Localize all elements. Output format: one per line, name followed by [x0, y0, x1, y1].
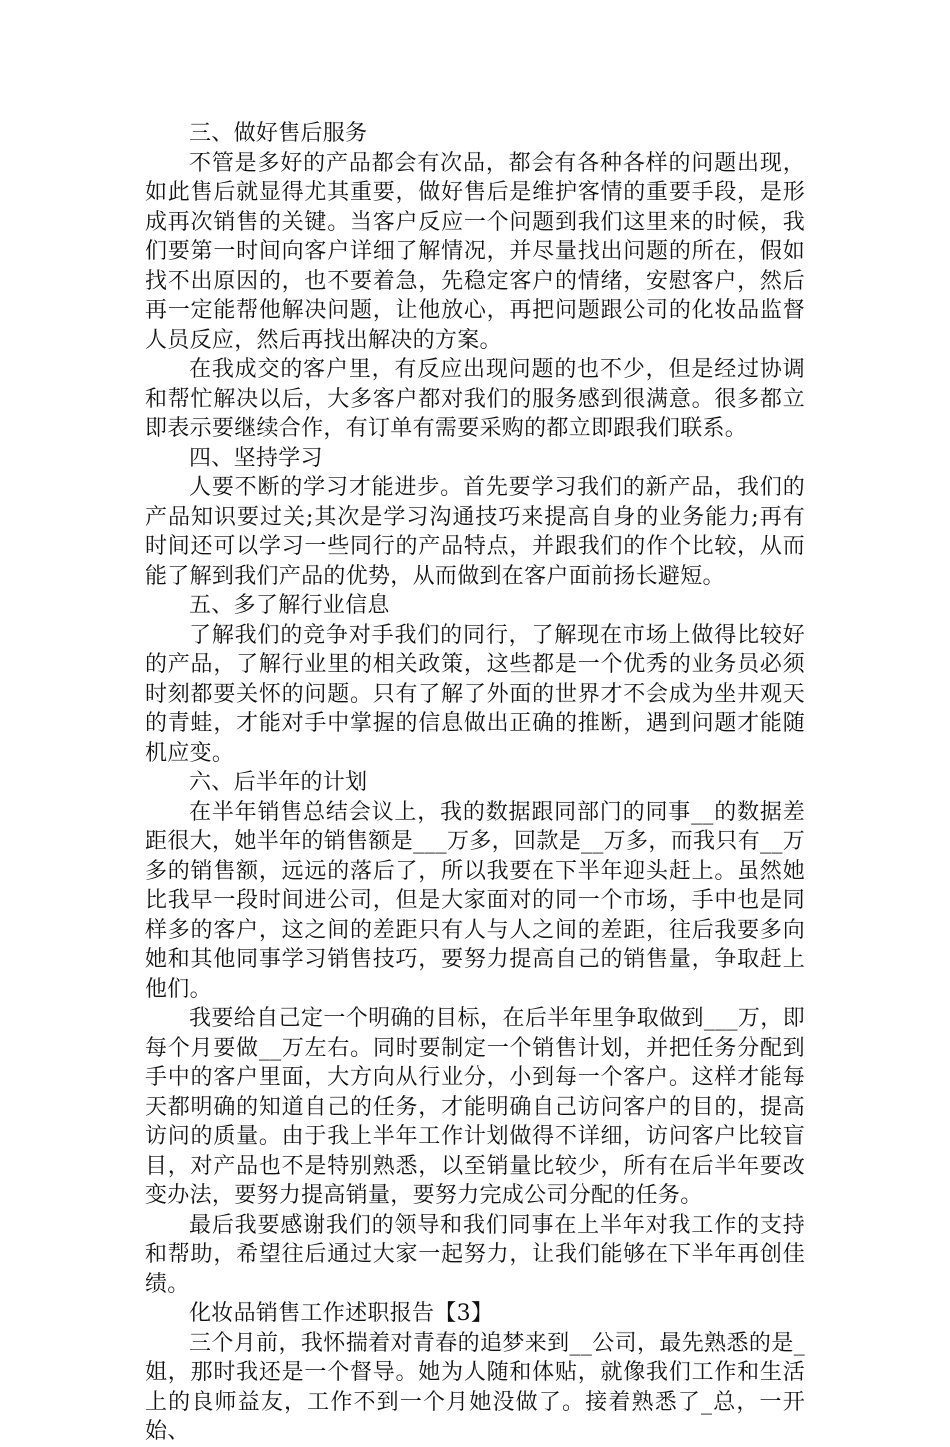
body-paragraph: 最后我要感谢我们的领导和我们同事在上半年对我工作的支持和帮助，希望往后通过大家一起努力，让我们能够在下半年再创佳绩。	[145, 1212, 805, 1297]
body-paragraph: 我要给自己定一个明确的目标，在后半年里争取做到___万，即每个月要做__万左右。同时要制定一个销售计划，并把任务分配到手中的客户里面，大方向从行业分，小到每一个客户。这样才能每天都明确的知道自己的任务，才能明确自己访问客户的目的，提高访问的质量。由于我上半年工作计划做得不详细，访问客户比较盲目，对产品也不是特别熟悉，以至销量比较少，所有在后半年要改变办法，要努力提高销量，要努力完成公司分配的任务。	[145, 1006, 805, 1208]
body-paragraph: 不管是多好的产品都会有次品，都会有各种各样的问题出现，如此售后就显得尤其重要，做好售后是维护客情的重要手段，是形成再次销售的关键。当客户反应一个问题到我们这里来的时候，我们要第一时间向客户详细了解情况，并尽量找出问题的所在，假如找不出原因的，也不要着急，先稳定客户的情绪，安慰客户，然后再一定能帮他解决问题，让他放心，再把问题跟公司的化妆品监督人员反应，然后再找出解决的方案。	[145, 150, 805, 353]
report-title: 化妆品销售工作述职报告【3】	[189, 1301, 494, 1326]
document-body	[145, 119, 805, 1447]
body-paragraph: 了解我们的竞争对手我们的同行，了解现在市场上做得比较好的产品，了解行业里的相关政策，这些都是一个优秀的业务员必须时刻都要关怀的问题。只有了解了外面的世界才不会成为坐井观天的青蛙，才能对手中掌握的信息做出正确的推断，遇到问题才能随机应变。	[145, 622, 805, 766]
section-heading: 五、多了解行业信息	[189, 593, 390, 618]
section-heading: 六、后半年的计划	[189, 770, 368, 795]
section-heading: 三、做好售后服务	[189, 121, 368, 146]
body-paragraph: 在半年销售总结会议上，我的数据跟同部门的同事__的数据差距很大，她半年的销售额是___万多，回款是__万多，而我只有__万多的销售额，远远的落后了，所以我要在下半年迎头赶上。虽然她比我早一段时间进公司，但是大家面对的同一个市场，手中也是同样多的客户，这之间的差距只有人与人之间的差距，往后我要多向她和其他同事学习销售技巧，要努力提高自己的销售量，争取赶上他们。	[145, 799, 805, 1002]
body-paragraph: 在我成交的客户里，有反应出现问题的也不少，但是经过协调和帮忙解决以后，大多客户都对我们的服务感到很满意。很多都立即表示要继续合作，有订单有需要采购的都立即跟我们联系。	[145, 357, 805, 441]
body-paragraph: 人要不断的学习才能进步。首先要学习我们的新产品，我们的产品知识要过关;其次是学习沟通技巧来提高自身的业务能力;再有时间还可以学习一些同行的产品特点，并跟我们的作个比较，从而能了解到我们产品的优势，从而做到在客户面前扬长避短。	[145, 475, 805, 589]
section-heading: 四、坚持学习	[189, 445, 323, 471]
body-paragraph: 三个月前，我怀揣着对青春的追梦来到__公司，最先熟悉的是_姐，那时我还是一个督导。她为人随和体贴，就像我们工作和生活上的良师益友，工作不到一个月她没做了。接着熟悉了_总，一开始、	[145, 1330, 805, 1444]
